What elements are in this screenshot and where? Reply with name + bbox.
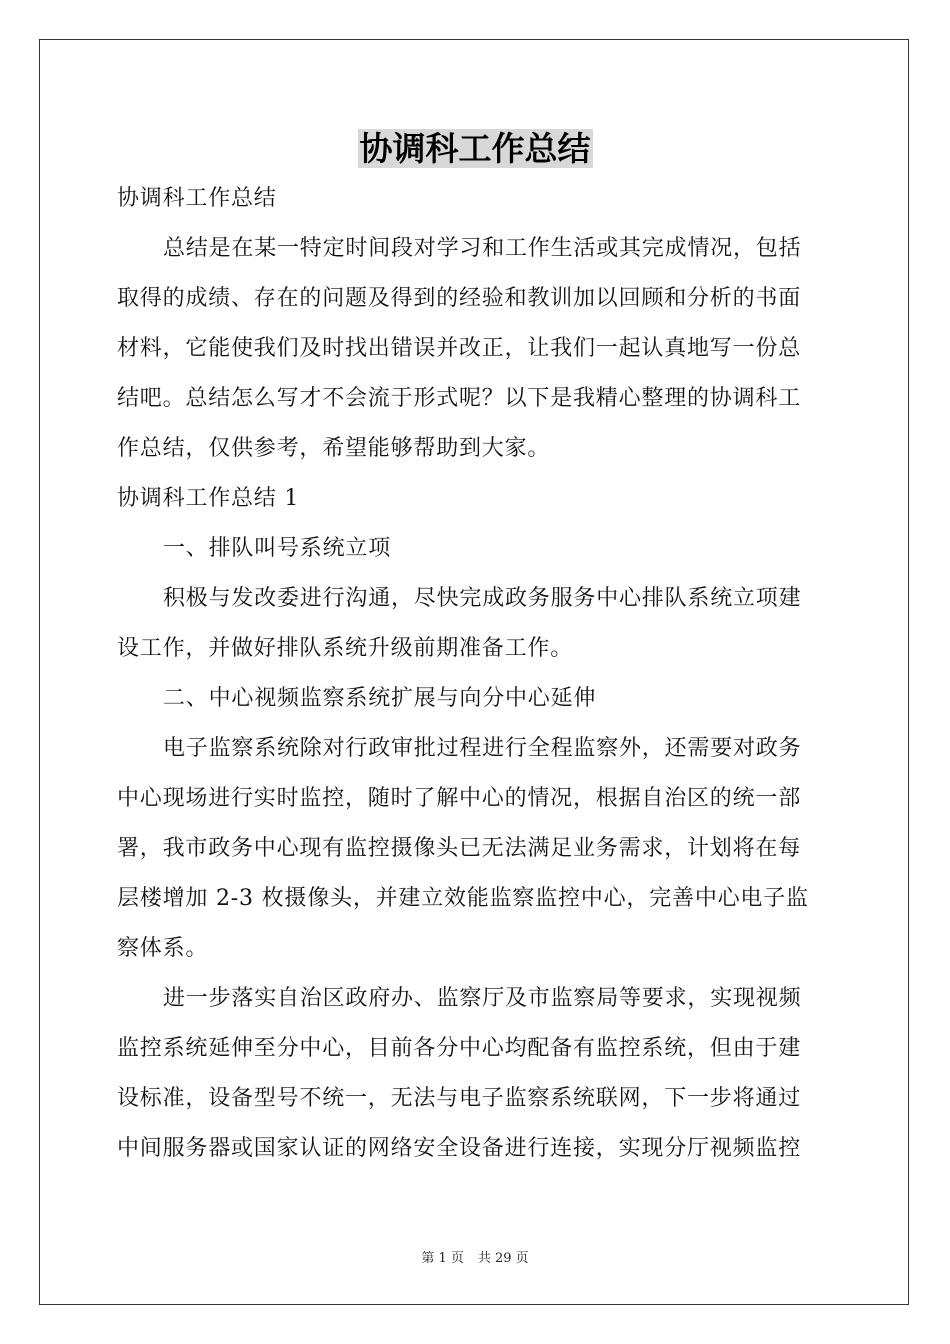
page-footer	[0, 1247, 950, 1266]
paragraph-line: 取得的成绩、存在的问题及得到的经验和教训加以回顾和分析的书面	[117, 286, 802, 311]
paragraph-line: 中心现场进行实时监控，随时了解中心的情况，根据自治区的统一部	[117, 786, 802, 811]
paragraph-line: 积极与发改委进行沟通，尽快完成政务服务中心排队系统立项建	[163, 586, 802, 611]
document-title	[0, 126, 950, 172]
paragraph-line: 材料，它能使我们及时找出错误并改正，让我们一起认真地写一份总	[117, 336, 802, 361]
paragraph-line: 监控系统延伸至分中心，目前各分中心均配备有监控系统，但由于建	[117, 1036, 802, 1061]
paragraph-line: 察体系。	[117, 936, 209, 961]
subsection-heading: 一、排队叫号系统立项	[163, 536, 392, 561]
section-heading: 协调科工作总结 1	[117, 486, 300, 511]
paragraph-line: 中间服务器或国家认证的网络安全设备进行连接，实现分厅视频监控	[117, 1136, 802, 1161]
document-body	[117, 179, 835, 1179]
subsection-heading: 二、中心视频监察系统扩展与向分中心延伸	[163, 686, 597, 711]
paragraph-line: 总结是在某一特定时间段对学习和工作生活或其完成情况，包括	[163, 236, 802, 261]
subtitle-line: 协调科工作总结	[117, 186, 277, 211]
paragraph-line: 层楼增加 2-3 枚摄像头，并建立效能监察监控中心，完善中心电子监	[117, 886, 809, 911]
paragraph-line: 设标准，设备型号不统一，无法与电子监察系统联网，下一步将通过	[117, 1086, 802, 1111]
paragraph-line: 电子监察系统除对行政审批过程进行全程监察外，还需要对政务	[163, 736, 802, 761]
page-number: 第 1 页	[421, 1251, 464, 1266]
paragraph-line: 结吧。总结怎么写才不会流于形式呢？以下是我精心整理的协调科工	[117, 386, 802, 411]
document-title-text: 协调科工作总结	[359, 129, 591, 168]
paragraph-line: 设工作，并做好排队系统升级前期准备工作。	[117, 636, 574, 661]
paragraph-line: 署，我市政务中心现有监控摄像头已无法满足业务需求，计划将在每	[117, 836, 802, 861]
paragraph-line: 作总结，仅供参考，希望能够帮助到大家。	[117, 436, 551, 461]
page-total: 共 29 页	[477, 1251, 529, 1266]
paragraph-line: 进一步落实自治区政府办、监察厅及市监察局等要求，实现视频	[163, 986, 802, 1011]
